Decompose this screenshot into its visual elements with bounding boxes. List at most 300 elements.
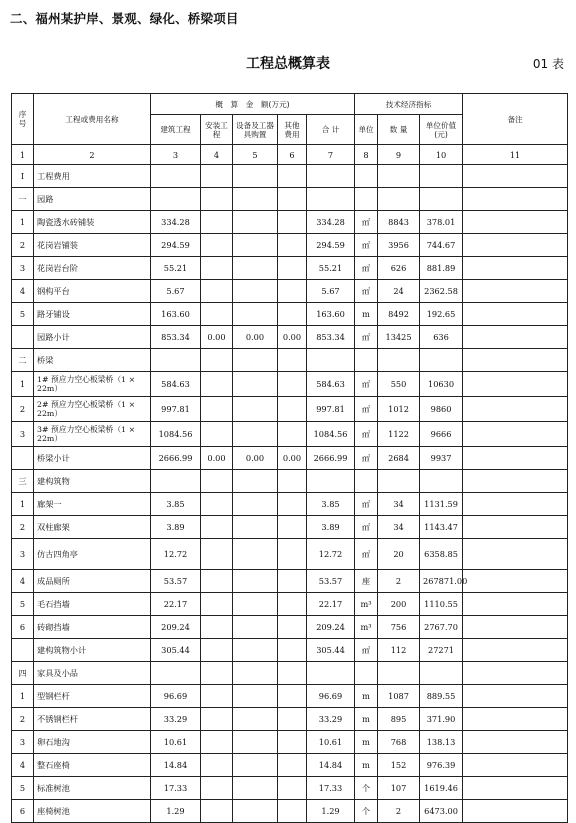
quantity-cell: 2684 [378,447,420,470]
equipment-cost-cell [233,349,278,372]
name-cell: 砖砌挡墙 [34,616,151,639]
total-cost-cell: 53.57 [307,570,355,593]
total-cost-cell: 1.29 [307,800,355,823]
other-cost-cell [278,188,307,211]
seq-cell: 1 [12,493,34,516]
header-building: 建筑工程 [151,115,201,145]
total-cost-cell [307,349,355,372]
table-row [12,570,568,593]
name-cell: 家具及小品 [34,662,151,685]
quantity-cell: 24 [378,280,420,303]
install-cost-cell [201,616,233,639]
unit-price-cell: 371.90 [420,708,463,731]
quantity-cell: 1012 [378,397,420,422]
table-row [12,493,568,516]
column-number-row [12,145,568,165]
table-row [12,447,568,470]
building-cost-cell: 209.24 [151,616,201,639]
unit-cell: ㎡ [355,447,378,470]
equipment-cost-cell [233,800,278,823]
remark-cell [463,539,568,570]
unit-cell: m [355,708,378,731]
name-cell: 成品厕所 [34,570,151,593]
install-cost-cell [201,257,233,280]
table-row [12,616,568,639]
seq-cell: 三 [12,470,34,493]
header-unit: 单位 [355,115,378,145]
unit-cell: ㎡ [355,257,378,280]
table-row [12,593,568,616]
name-cell: 仿古四角亭 [34,539,151,570]
column-number-cell: 3 [151,145,201,165]
remark-cell [463,754,568,777]
other-cost-cell: 0.00 [278,326,307,349]
total-cost-cell [307,188,355,211]
seq-cell: 5 [12,303,34,326]
table-row [12,685,568,708]
header-total: 合 计 [307,115,355,145]
quantity-cell [378,165,420,188]
other-cost-cell [278,539,307,570]
total-cost-cell: 10.61 [307,731,355,754]
building-cost-cell: 3.89 [151,516,201,539]
unit-price-cell: 27271 [420,639,463,662]
other-cost-cell [278,211,307,234]
equipment-cost-cell [233,708,278,731]
total-cost-cell: 55.21 [307,257,355,280]
table-row [12,516,568,539]
name-cell: 型钢栏杆 [34,685,151,708]
unit-price-cell: 9860 [420,397,463,422]
table-row [12,165,568,188]
building-cost-cell: 22.17 [151,593,201,616]
building-cost-cell: 1084.56 [151,422,201,447]
unit-price-cell: 976.39 [420,754,463,777]
name-cell: 不锈钢栏杆 [34,708,151,731]
name-cell: 座椅树池 [34,800,151,823]
remark-cell [463,447,568,470]
other-cost-cell [278,280,307,303]
equipment-cost-cell [233,188,278,211]
unit-price-cell: 1143.47 [420,516,463,539]
name-cell: 建构筑物 [34,470,151,493]
building-cost-cell: 17.33 [151,777,201,800]
other-cost-cell [278,685,307,708]
unit-price-cell: 9666 [420,422,463,447]
total-cost-cell: 294.59 [307,234,355,257]
quantity-cell [378,662,420,685]
unit-price-cell: 1131.59 [420,493,463,516]
unit-cell: 座 [355,570,378,593]
equipment-cost-cell [233,422,278,447]
building-cost-cell: 33.29 [151,708,201,731]
total-cost-cell [307,662,355,685]
unit-cell: ㎡ [355,234,378,257]
name-cell: 卵石地沟 [34,731,151,754]
column-number-cell: 11 [463,145,568,165]
header-install: 安装工程 [201,115,233,145]
equipment-cost-cell [233,493,278,516]
total-cost-cell: 209.24 [307,616,355,639]
column-number-cell: 9 [378,145,420,165]
total-cost-cell: 22.17 [307,593,355,616]
total-cost-cell: 334.28 [307,211,355,234]
install-cost-cell [201,372,233,397]
name-cell: 路牙铺设 [34,303,151,326]
install-cost-cell [201,349,233,372]
install-cost-cell: 0.00 [201,326,233,349]
column-number-cell: 7 [307,145,355,165]
unit-cell [355,188,378,211]
total-cost-cell: 17.33 [307,777,355,800]
seq-cell: 2 [12,516,34,539]
building-cost-cell: 997.81 [151,397,201,422]
equipment-cost-cell [233,234,278,257]
other-cost-cell [278,234,307,257]
header-tech-group: 技术经济指标 [355,94,463,115]
unit-price-cell: 9937 [420,447,463,470]
column-number-cell: 5 [233,145,278,165]
unit-price-cell: 1110.55 [420,593,463,616]
unit-cell: m³ [355,616,378,639]
unit-cell: ㎡ [355,539,378,570]
total-cost-cell: 584.63 [307,372,355,397]
quantity-cell: 2 [378,800,420,823]
remark-cell [463,257,568,280]
remark-cell [463,234,568,257]
table-row [12,234,568,257]
table-row [12,800,568,823]
seq-cell [12,639,34,662]
other-cost-cell [278,470,307,493]
equipment-cost-cell [233,731,278,754]
equipment-cost-cell [233,616,278,639]
building-cost-cell: 2666.99 [151,447,201,470]
unit-price-cell: 1619.46 [420,777,463,800]
unit-cell: ㎡ [355,639,378,662]
seq-cell: 6 [12,616,34,639]
total-cost-cell: 1084.56 [307,422,355,447]
install-cost-cell [201,303,233,326]
table-row [12,280,568,303]
seq-cell: 3 [12,257,34,280]
building-cost-cell: 53.57 [151,570,201,593]
equipment-cost-cell [233,516,278,539]
name-cell: 桥梁 [34,349,151,372]
remark-cell [463,593,568,616]
remark-cell [463,685,568,708]
equipment-cost-cell: 0.00 [233,326,278,349]
table-row [12,326,568,349]
table-row [12,188,568,211]
name-cell: 花岗岩铺装 [34,234,151,257]
seq-cell: 3 [12,731,34,754]
remark-cell [463,422,568,447]
unit-price-cell: 636 [420,326,463,349]
remark-cell [463,326,568,349]
remark-cell [463,470,568,493]
name-cell: 整石座椅 [34,754,151,777]
table-row [12,303,568,326]
other-cost-cell [278,800,307,823]
name-cell: 3# 预应力空心板梁桥（1 × 22m） [34,422,151,447]
remark-cell [463,516,568,539]
table-row [12,349,568,372]
name-cell: 工程费用 [34,165,151,188]
table-row [12,211,568,234]
seq-cell: 4 [12,280,34,303]
quantity-cell: 1087 [378,685,420,708]
quantity-cell: 756 [378,616,420,639]
building-cost-cell: 853.34 [151,326,201,349]
unit-cell: m [355,303,378,326]
total-cost-cell: 14.84 [307,754,355,777]
building-cost-cell: 305.44 [151,639,201,662]
equipment-cost-cell [233,397,278,422]
building-cost-cell [151,165,201,188]
name-cell: 廊架一 [34,493,151,516]
install-cost-cell [201,731,233,754]
install-cost-cell [201,685,233,708]
unit-price-cell: 2767.70 [420,616,463,639]
name-cell: 钢构平台 [34,280,151,303]
quantity-cell: 3956 [378,234,420,257]
seq-cell: 一 [12,188,34,211]
column-number-cell: 6 [278,145,307,165]
quantity-cell: 34 [378,493,420,516]
unit-cell: 个 [355,800,378,823]
seq-cell: 4 [12,754,34,777]
table-row [12,662,568,685]
install-cost-cell [201,516,233,539]
remark-cell [463,731,568,754]
document-heading: 二、福州某护岸、景观、绿化、桥梁项目 [10,11,239,26]
other-cost-cell [278,777,307,800]
building-cost-cell: 12.72 [151,539,201,570]
unit-price-cell: 378.01 [420,211,463,234]
total-cost-cell [307,470,355,493]
name-cell: 双柱廊架 [34,516,151,539]
unit-price-cell [420,662,463,685]
total-cost-cell: 163.60 [307,303,355,326]
quantity-cell: 2 [378,570,420,593]
install-cost-cell [201,470,233,493]
install-cost-cell [201,570,233,593]
header-budget-group: 概 算 金 额(万元) [151,94,355,115]
unit-cell [355,470,378,493]
table-row [12,639,568,662]
header-quantity: 数 量 [378,115,420,145]
table-body [12,165,568,823]
header-remark: 备注 [463,94,568,145]
seq-cell: 1 [12,211,34,234]
quantity-cell: 20 [378,539,420,570]
quantity-cell: 8843 [378,211,420,234]
install-cost-cell [201,397,233,422]
seq-cell: Ⅰ [12,165,34,188]
install-cost-cell [201,188,233,211]
building-cost-cell [151,662,201,685]
seq-cell [12,447,34,470]
unit-price-cell: 2362.58 [420,280,463,303]
unit-cell [355,349,378,372]
seq-cell: 2 [12,708,34,731]
remark-cell [463,616,568,639]
name-cell: 花岗岩台阶 [34,257,151,280]
quantity-cell [378,470,420,493]
unit-cell: m [355,754,378,777]
table-row [12,731,568,754]
column-number-cell: 4 [201,145,233,165]
quantity-cell: 1122 [378,422,420,447]
unit-price-cell [420,165,463,188]
install-cost-cell [201,754,233,777]
total-cost-cell: 96.69 [307,685,355,708]
other-cost-cell [278,639,307,662]
remark-cell [463,639,568,662]
equipment-cost-cell [233,754,278,777]
equipment-cost-cell [233,470,278,493]
seq-cell: 5 [12,593,34,616]
install-cost-cell [201,777,233,800]
building-cost-cell: 334.28 [151,211,201,234]
quantity-cell: 768 [378,731,420,754]
install-cost-cell [201,422,233,447]
building-cost-cell: 584.63 [151,372,201,397]
install-cost-cell [201,165,233,188]
table-title: 工程总概算表 [246,56,330,72]
building-cost-cell: 96.69 [151,685,201,708]
seq-cell: 2 [12,397,34,422]
equipment-cost-cell [233,539,278,570]
equipment-cost-cell [233,280,278,303]
equipment-cost-cell [233,662,278,685]
building-cost-cell: 163.60 [151,303,201,326]
unit-price-cell: 889.55 [420,685,463,708]
total-cost-cell [307,165,355,188]
remark-cell [463,280,568,303]
other-cost-cell [278,516,307,539]
remark-cell [463,708,568,731]
table-row [12,257,568,280]
quantity-cell: 152 [378,754,420,777]
total-cost-cell: 5.67 [307,280,355,303]
unit-cell: ㎡ [355,326,378,349]
remark-cell [463,303,568,326]
equipment-cost-cell [233,639,278,662]
install-cost-cell [201,280,233,303]
remark-cell [463,165,568,188]
building-cost-cell: 5.67 [151,280,201,303]
building-cost-cell: 1.29 [151,800,201,823]
remark-cell [463,570,568,593]
unit-cell: m³ [355,593,378,616]
unit-cell [355,662,378,685]
remark-cell [463,493,568,516]
seq-cell [12,326,34,349]
other-cost-cell [278,257,307,280]
unit-price-cell [420,349,463,372]
remark-cell [463,662,568,685]
table-row [12,539,568,570]
total-cost-cell: 305.44 [307,639,355,662]
install-cost-cell [201,593,233,616]
other-cost-cell [278,662,307,685]
header-unit-price: 单位价值(元) [420,115,463,145]
other-cost-cell [278,349,307,372]
unit-cell: m [355,731,378,754]
equipment-cost-cell [233,211,278,234]
unit-price-cell: 267871.00 [420,570,463,593]
table-row [12,708,568,731]
install-cost-cell: 0.00 [201,447,233,470]
quantity-cell: 107 [378,777,420,800]
other-cost-cell [278,397,307,422]
seq-cell: 二 [12,349,34,372]
other-cost-cell [278,593,307,616]
unit-price-cell: 881.89 [420,257,463,280]
unit-cell: ㎡ [355,280,378,303]
header-seq: 序号 [12,94,34,145]
equipment-cost-cell: 0.00 [233,447,278,470]
other-cost-cell: 0.00 [278,447,307,470]
equipment-cost-cell [233,303,278,326]
equipment-cost-cell [233,372,278,397]
table-number: 01 表 [532,57,564,71]
name-cell: 2# 预应力空心板梁桥（1 × 22m） [34,397,151,422]
table-row [12,422,568,447]
equipment-cost-cell [233,685,278,708]
other-cost-cell [278,754,307,777]
total-cost-cell: 997.81 [307,397,355,422]
building-cost-cell: 294.59 [151,234,201,257]
building-cost-cell [151,470,201,493]
remark-cell [463,397,568,422]
name-cell: 园路 [34,188,151,211]
remark-cell [463,349,568,372]
unit-cell: ㎡ [355,397,378,422]
total-cost-cell: 2666.99 [307,447,355,470]
column-number-cell: 1 [12,145,34,165]
table-row [12,754,568,777]
seq-cell: 5 [12,777,34,800]
building-cost-cell [151,349,201,372]
other-cost-cell [278,372,307,397]
seq-cell: 4 [12,570,34,593]
unit-price-cell: 6358.85 [420,539,463,570]
header-name: 工程或费用名称 [34,94,151,145]
total-cost-cell: 12.72 [307,539,355,570]
quantity-cell: 895 [378,708,420,731]
building-cost-cell: 14.84 [151,754,201,777]
other-cost-cell [278,731,307,754]
quantity-cell: 13425 [378,326,420,349]
unit-price-cell [420,188,463,211]
install-cost-cell [201,493,233,516]
seq-cell: 四 [12,662,34,685]
unit-cell: ㎡ [355,493,378,516]
quantity-cell [378,349,420,372]
seq-cell: 3 [12,539,34,570]
unit-price-cell [420,470,463,493]
building-cost-cell: 10.61 [151,731,201,754]
total-cost-cell: 3.89 [307,516,355,539]
install-cost-cell [201,234,233,257]
name-cell: 1# 预应力空心板梁桥（1 × 22m） [34,372,151,397]
unit-price-cell: 10630 [420,372,463,397]
other-cost-cell [278,165,307,188]
unit-cell: ㎡ [355,422,378,447]
